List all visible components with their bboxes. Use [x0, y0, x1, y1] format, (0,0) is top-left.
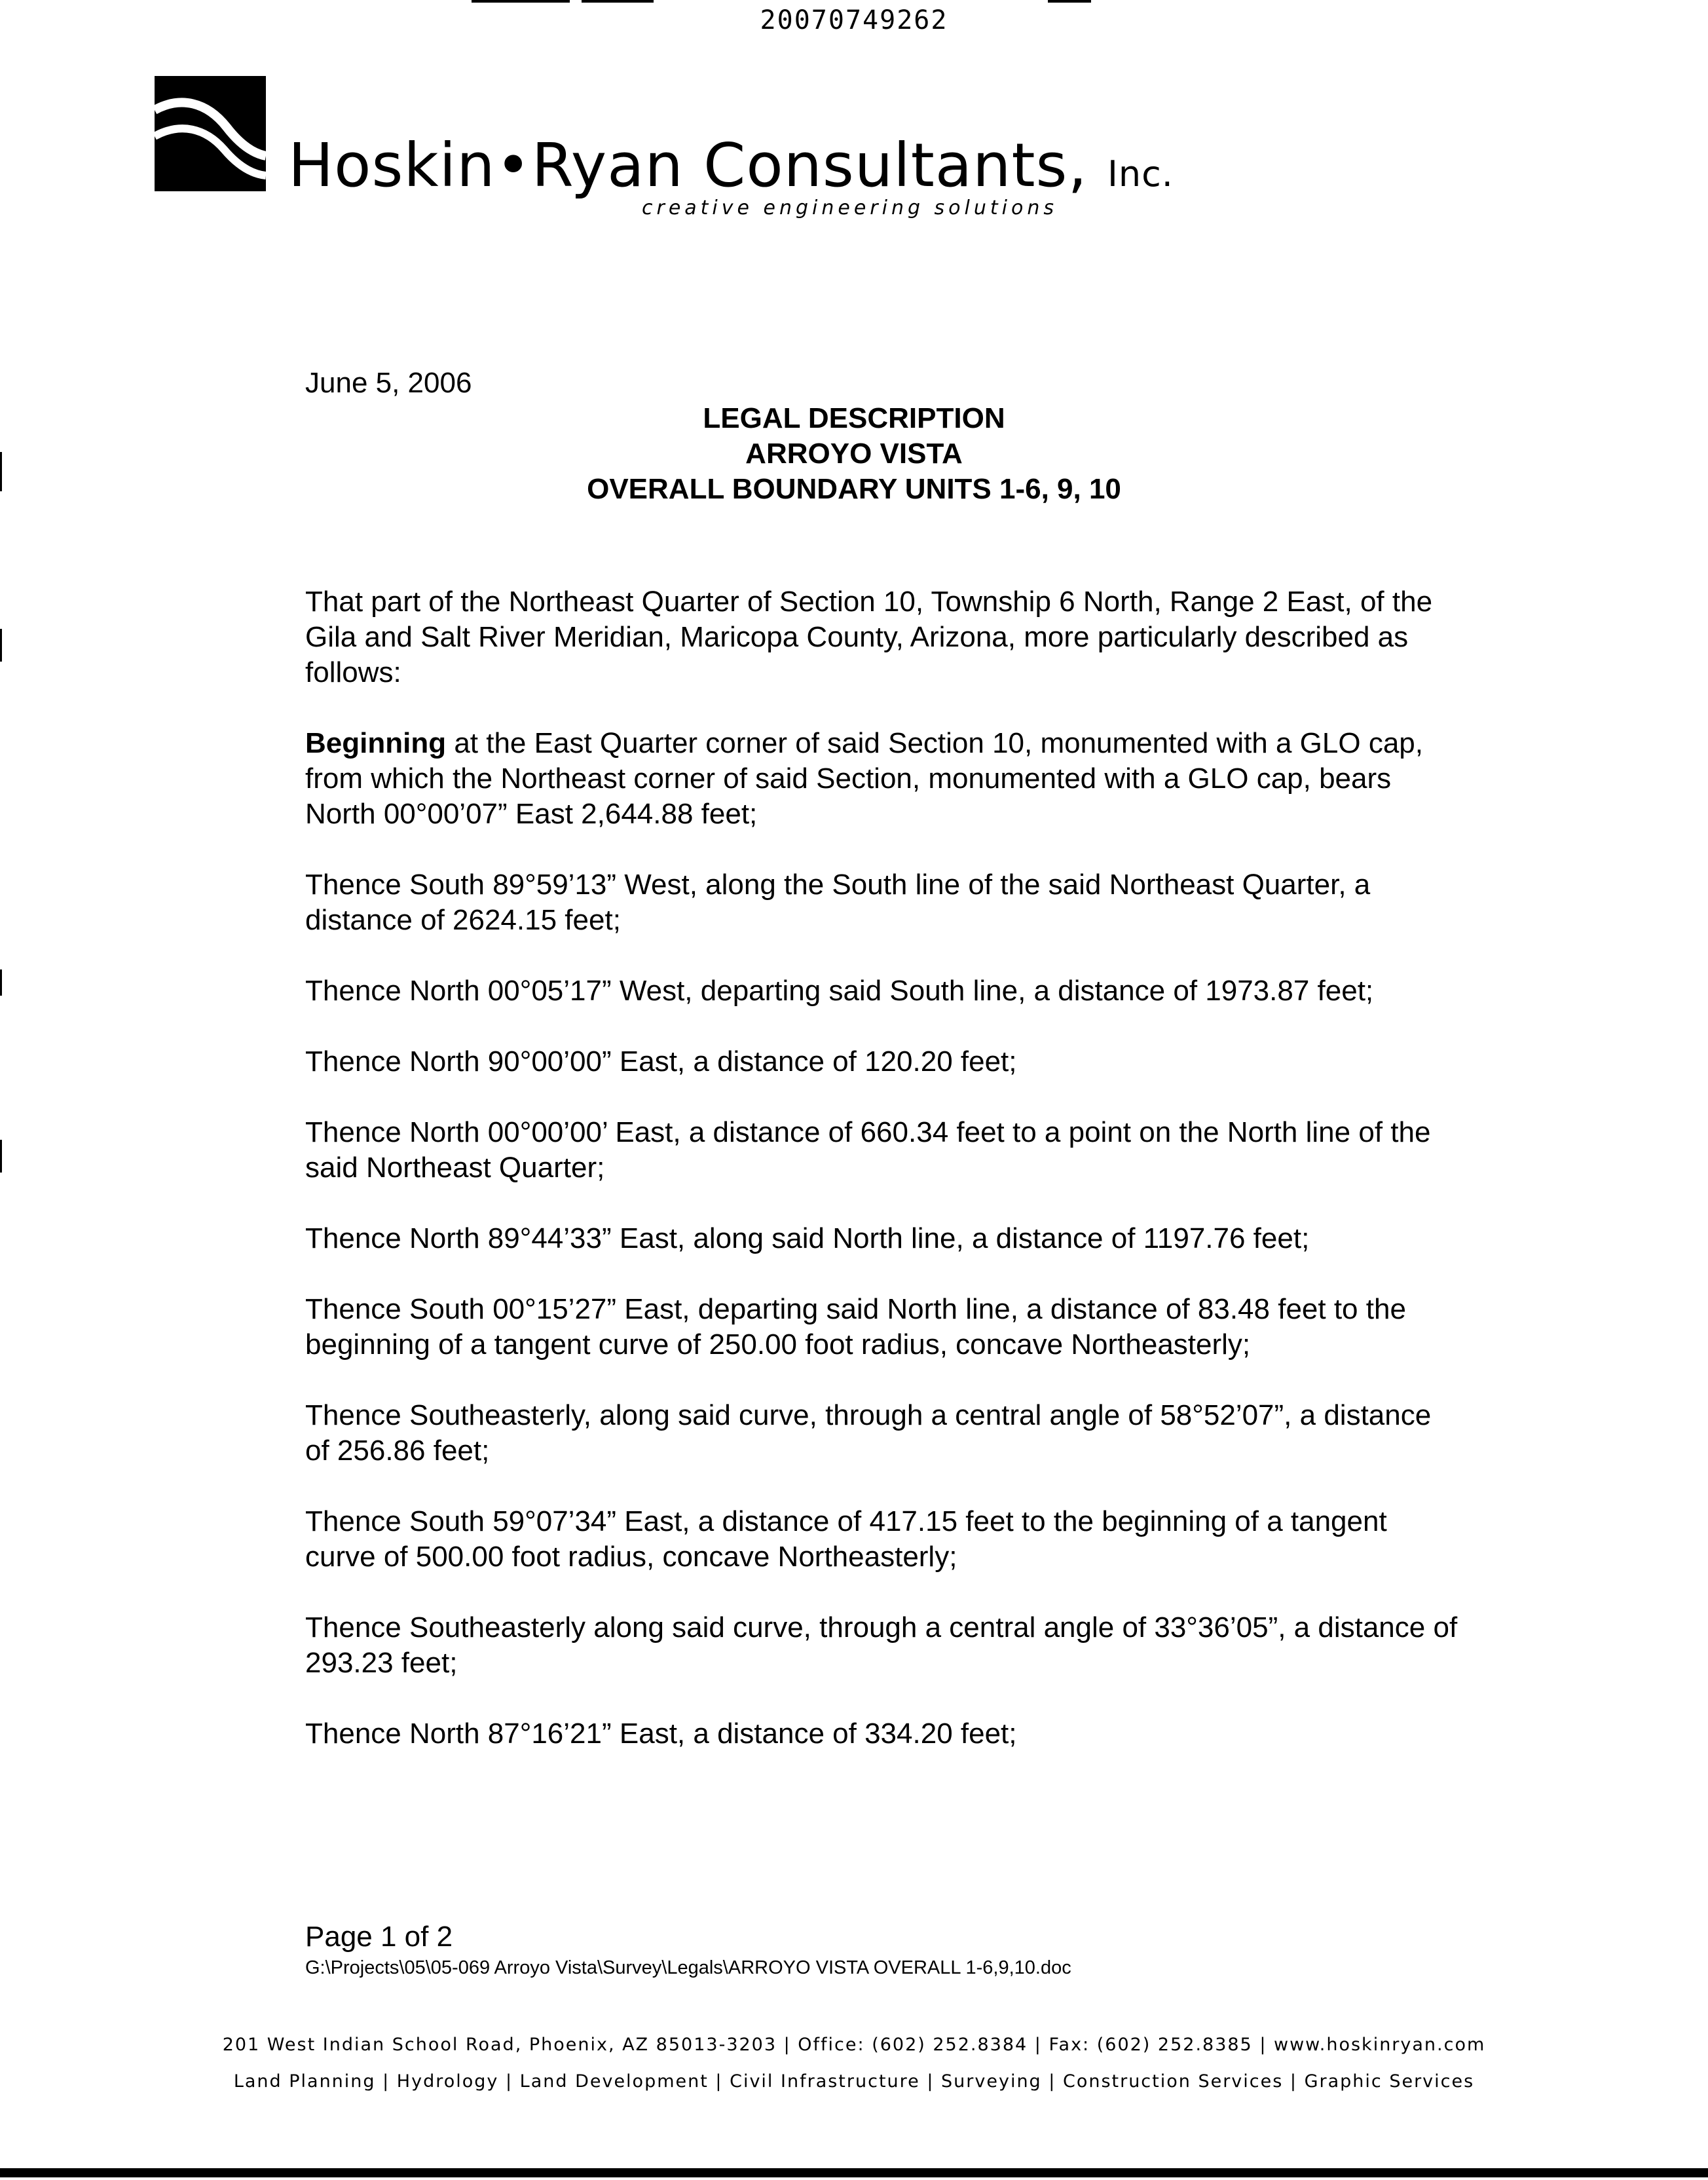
scan-mark — [582, 0, 654, 3]
scan-edge-mark — [0, 1140, 2, 1173]
paragraph — [305, 867, 1458, 938]
paragraph-text: Thence Southeasterly, along said curve, through a central angle of 58°52’07”, a distance of 256.86 feet; — [305, 1399, 1432, 1467]
paragraph-text: Thence South 89°59’13” West, along the South line of the said Northeast Quarter, a distance of 2624.15 feet; — [305, 869, 1371, 936]
scan-mark — [472, 0, 570, 3]
legal-description-body — [305, 584, 1458, 1787]
paragraph-text: at the East Quarter corner of said Section 10, monumented with a GLO cap, from which the Northeast corner of said Section, monumented with a GLO cap, bears North 00°00’07” East 2,644.88 feet; — [305, 727, 1423, 830]
company-services: Land Planning | Hydrology | Land Development | Civil Infrastructure | Surveying | Construction Services | Graphic Services — [233, 2071, 1475, 2092]
paragraph — [305, 1504, 1458, 1575]
paragraph-text: Thence North 00°05’17” West, departing said South line, a distance of 1973.87 feet; — [305, 975, 1374, 1007]
title-line: ARROYO VISTA — [745, 438, 963, 470]
paragraph-text: Thence North 89°44’33” East, along said North line, a distance of 1197.76 feet; — [305, 1222, 1310, 1254]
scan-mark — [1048, 0, 1091, 3]
file-path: G:\Projects\05\05-069 Arroyo Vista\Survey\Legals\ARROYO VISTA OVERALL 1-6,9,10.doc — [305, 1957, 1071, 1978]
paragraph — [305, 1115, 1458, 1186]
company-suffix: Inc. — [1107, 153, 1174, 195]
paragraph-text: Thence South 59°07’34” East, a distance of 417.15 feet to the beginning of a tangent curve of 500.00 foot radius, concave Northeasterly; — [305, 1505, 1387, 1573]
paragraph — [305, 584, 1458, 690]
paragraph-text: Thence North 87°16’21” East, a distance of 334.20 feet; — [305, 1718, 1017, 1750]
paragraph — [305, 973, 1458, 1009]
paragraph-text: Thence North 90°00’00” East, a distance of 120.20 feet; — [305, 1045, 1017, 1078]
paragraph — [305, 1610, 1458, 1681]
paragraph-text: Thence Southeasterly along said curve, through a central angle of 33°36’05”, a distance of 293.23 feet; — [305, 1611, 1458, 1679]
document-title — [0, 401, 1708, 507]
title-line: LEGAL DESCRIPTION — [703, 402, 1005, 434]
scan-edge-mark — [0, 629, 2, 662]
paragraph — [305, 1398, 1458, 1469]
paragraph — [305, 726, 1458, 832]
company-logo-icon — [155, 76, 266, 191]
scan-edge-mark — [0, 969, 2, 996]
paragraph — [305, 1292, 1458, 1362]
paragraph-lead: Beginning — [305, 727, 447, 759]
company-address: 201 West Indian School Road, Phoenix, AZ 85013-3203 | Office: (602) 252.8384 | Fax: (602) 252.8385 | www.hoskinryan.com — [222, 2035, 1486, 2055]
company-tagline: creative engineering solutions — [642, 197, 1058, 219]
document-number: 20070749262 — [760, 5, 948, 35]
paragraph — [305, 1221, 1458, 1256]
paragraph-text: Thence North 00°00’00’ East, a distance of 660.34 feet to a point on the North line of the said Northeast Quarter; — [305, 1116, 1431, 1184]
page-bottom-edge — [0, 2168, 1708, 2177]
page-number: Page 1 of 2 — [305, 1921, 453, 1953]
title-line: OVERALL BOUNDARY UNITS 1-6, 9, 10 — [587, 473, 1121, 505]
paragraph — [305, 1716, 1458, 1752]
company-name-text: Hoskin•Ryan Consultants, — [288, 130, 1088, 200]
letter-date: June 5, 2006 — [305, 367, 472, 399]
paragraph-text: That part of the Northeast Quarter of Section 10, Township 6 North, Range 2 East, of the Gila and Salt River Meridian, Maricopa County, Arizona, more particularly described as follows: — [305, 586, 1433, 688]
paragraph-text: Thence South 00°15’27” East, departing said North line, a distance of 83.48 feet to the beginning of a tangent curve of 250.00 foot radius, concave Northeasterly; — [305, 1293, 1406, 1361]
paragraph — [305, 1044, 1458, 1080]
